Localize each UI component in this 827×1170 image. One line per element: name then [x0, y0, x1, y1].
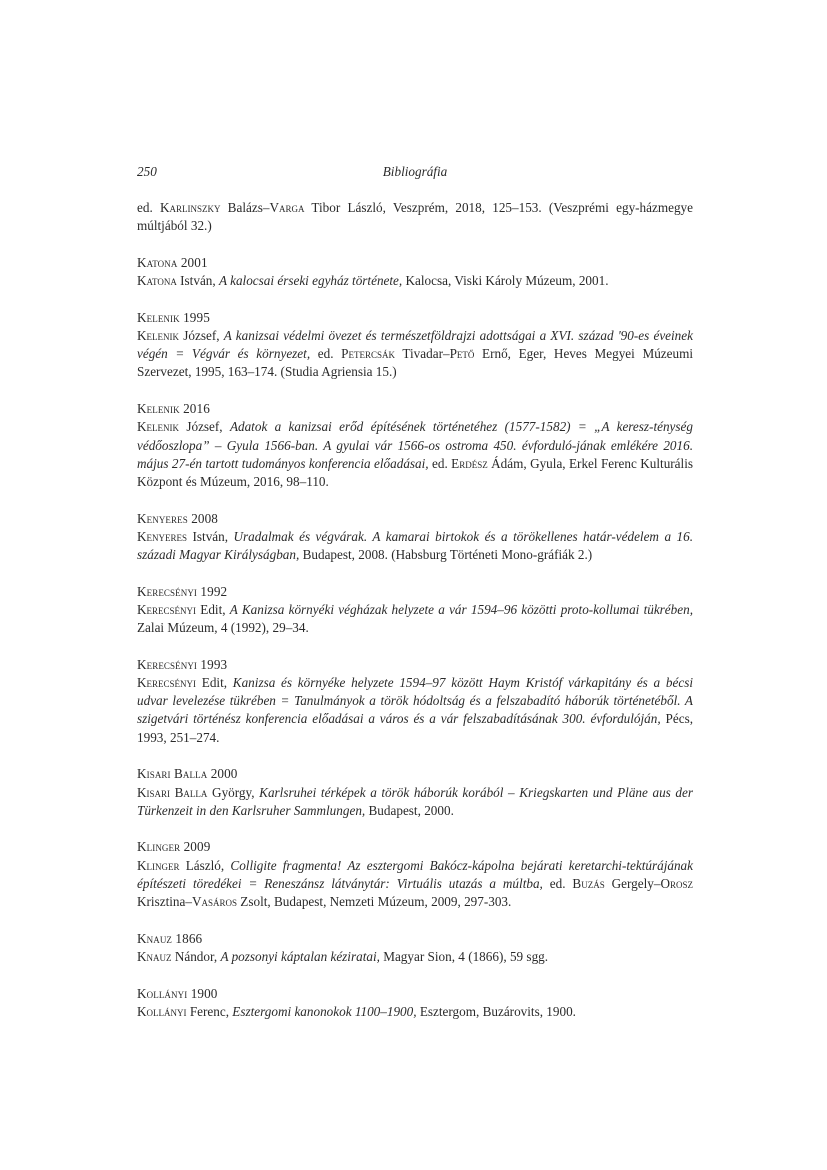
- editor-name: Buzás: [572, 875, 605, 891]
- entry-citation: Kelenik József, Adatok a kanizsai erőd építésének történetéhez (1577-1582) = „A keresz-ténység védőoszlopa” – Gyula 1566-ban. A gyulai vár 1566-os ostroma 450. évforduló-jának emlékére 2016. május 27-én tartott tudományos konferencia előadásai, ed. Erdész Ádám, Gyula, Erkel Ferenc Kulturális Központ és Múzeum, 2016, 98–110.: [137, 419, 693, 489]
- author-name: Kenyeres: [137, 528, 188, 544]
- bibliography-entry: [137, 930, 693, 966]
- bibliography-entry: [137, 765, 693, 820]
- running-title: Bibliográfia: [382, 164, 448, 179]
- work-title: A kanizsai védelmi övezet és természetföldrajzi adottságai a XVI. század '90-es éveinek végén = Végvár és környezet,: [137, 328, 693, 362]
- work-title: Adatok a kanizsai erőd építésének történetéhez (1577-1582) = „A keresz-ténység védőoszlopa” – Gyula 1566-ban. A gyulai vár 1566-os ostroma 450. évforduló-jának emlékére 2016. május 27-én tartott tudományos konferencia előadásai,: [137, 419, 693, 471]
- document-page: [137, 163, 693, 1040]
- editor-name: Vasáros: [191, 894, 237, 910]
- work-title: Karlsruhei térképek a török háborúk korából – Kriegskarten und Pläne aus der Türkenzeit in den Karlsruher Sammlungen,: [137, 784, 693, 818]
- author-name: Kelenik: [137, 328, 180, 344]
- author-name: Katona: [137, 273, 177, 289]
- author-name: Karlinszky: [159, 200, 221, 215]
- entry-citation: Kelenik József, A kanizsai védelmi övezet és természetföldrajzi adottságai a XVI. század '90-es éveinek végén = Végvár és környezet, ed. Petercsák Tivadar–Pető Ernő, Eger, Heves Megyei Múzeumi Szervezet, 1995, 163–174. (Studia Agriensia 15.): [137, 328, 694, 380]
- work-title: Colligite fragmenta! Az esztergomi Bakócz-kápolna bejárati keretarchi-tektúrájának építészeti töredékei = Reneszánsz látványtár: Virtuális utazás a múltba,: [137, 857, 693, 891]
- author-name: Varga: [269, 200, 305, 215]
- bibliography-continuation: [137, 199, 693, 235]
- editor-name: Erdész: [451, 455, 488, 471]
- bibliography-entry: [137, 656, 693, 747]
- entry-key: Kenyeres 2008: [137, 510, 218, 526]
- entry-key: Klinger 2009: [137, 839, 211, 855]
- author-name: Kerecsényi: [137, 601, 197, 617]
- author-name: Kollányi: [137, 1003, 187, 1019]
- entry-key: Kerecsényi 1993: [137, 656, 228, 672]
- entry-key: Katona 2001: [137, 254, 208, 270]
- entry-citation: Kerecsényi Edit, A Kanizsa környéki végházak helyzete a vár 1594–96 közötti proto-kollumai tükrében, Zalai Múzeum, 4 (1992), 29–34.: [137, 601, 694, 636]
- work-title: Esztergomi kanonokok 1100–1900,: [232, 1003, 417, 1019]
- work-title: Uradalmak és végvárak. A kamarai birtokok és a törökellenes határ-védelem a 16. századi Magyar Királyságban,: [137, 528, 693, 563]
- running-header: [137, 163, 693, 181]
- entry-citation: Katona István, A kalocsai érseki egyház története, Kalocsa, Viski Károly Múzeum, 2001.: [137, 273, 609, 289]
- entry-citation: Kerecsényi Edit, Kanizsa és környéke helyzete 1594–97 között Haym Kristóf várkapitány és a bécsi udvar levelezése tükrében = Tanulmányok a török hódoltság és a felszabadító háborúk történetéből. A szigetvári történész konferencia előadásai a város és a vár felszabadításának 300. évfordulóján, Pécs, 1993, 251–274.: [137, 675, 693, 745]
- author-name: Kelenik: [137, 419, 180, 435]
- entry-key: Kisari Balla 2000: [137, 766, 238, 782]
- work-title: Kanizsa és környéke helyzete 1594–97 között Haym Kristóf várkapitány és a bécsi udvar levelezése tükrében = Tanulmányok a török hódoltság és a felszabadító háborúk történetéből. A szigetvári történész konferencia előadásai a város és a vár felszabadításának 300. évfordulóján,: [137, 675, 693, 727]
- entry-key: Knauz 1866: [137, 930, 203, 946]
- bibliography-entry: [137, 254, 693, 290]
- entry-key: Kerecsényi 1992: [137, 583, 228, 599]
- entry-citation: Klinger László, Colligite fragmenta! Az esztergomi Bakócz-kápolna bejárati keretarchi-tektúrájának építészeti töredékei = Reneszánsz látványtár: Virtuális utazás a múltba, ed. Buzás Gergely–Orosz Krisztina–Vasáros Zsolt, Budapest, Nemzeti Múzeum, 2009, 297-303.: [137, 857, 693, 910]
- author-name: Knauz: [137, 949, 172, 964]
- entry-citation: Kenyeres István, Uradalmak és végvárak. A kamarai birtokok és a törökellenes határ-védelem a 16. századi Magyar Királyságban, Budapest, 2008. (Habsburg Történeti Mono-gráfiák 2.): [137, 528, 693, 563]
- bibliography-entry: [137, 583, 693, 638]
- bibliography-entry: [137, 510, 693, 565]
- author-name: Kerecsényi: [137, 675, 197, 691]
- entry-key: Kollányi 1900: [137, 985, 218, 1001]
- entry-citation: Kisari Balla György, Karlsruhei térképek a török háborúk korából – Kriegskarten und Pläne aus der Türkenzeit in den Karlsruher Sammlungen, Budapest, 2000.: [137, 784, 693, 818]
- author-name: Klinger: [137, 857, 180, 873]
- entry-key: Kelenik 2016: [137, 401, 210, 417]
- entry-citation: Knauz Nándor, A pozsonyi káptalan kéziratai, Magyar Sion, 4 (1866), 59 sgg.: [137, 949, 549, 964]
- page-number: 250: [137, 164, 157, 179]
- bibliography-entry: [137, 309, 693, 382]
- editor-name: Pető: [449, 346, 475, 362]
- bibliography-entry: [137, 838, 693, 911]
- editor-name: Orosz: [660, 875, 693, 891]
- editor-name: Petercsák: [341, 346, 396, 362]
- bibliography-entry: [137, 400, 693, 491]
- work-title: A Kanizsa környéki végházak helyzete a vár 1594–96 közötti proto-kollumai tükrében,: [229, 601, 694, 617]
- work-title: A pozsonyi káptalan kéziratai,: [220, 949, 380, 964]
- entry-key: Kelenik 1995: [137, 309, 210, 325]
- work-title: A kalocsai érseki egyház története,: [218, 273, 403, 289]
- entry-citation: ed. Karlinszky Balázs–Varga Tibor László, Veszprém, 2018, 125–153. (Veszprémi egy-házmegye múltjából 32.): [137, 200, 693, 234]
- bibliography-entry: [137, 985, 693, 1021]
- entry-citation: Kollányi Ferenc, Esztergomi kanonokok 1100–1900, Esztergom, Buzárovits, 1900.: [137, 1003, 576, 1019]
- author-name: Kisari Balla: [137, 784, 208, 800]
